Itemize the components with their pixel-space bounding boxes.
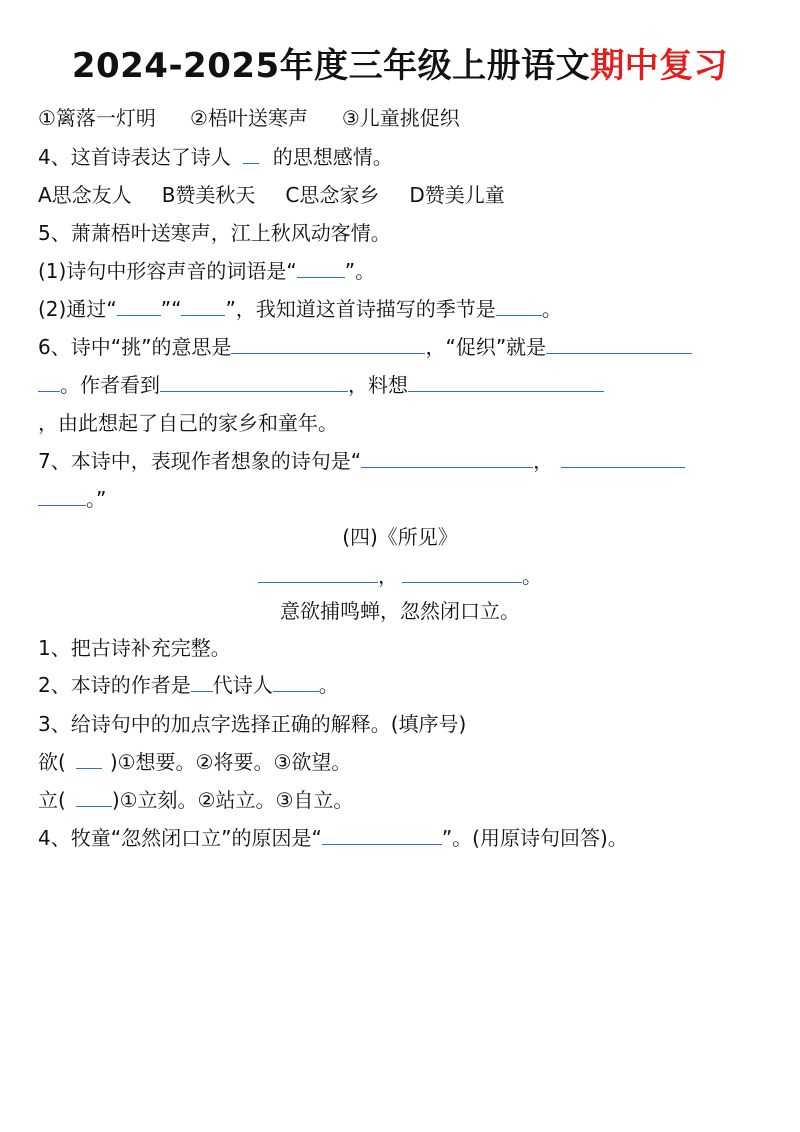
- blank[interactable]: [322, 824, 442, 845]
- blank[interactable]: [38, 485, 86, 506]
- poem-question-1: [38, 634, 231, 662]
- blank[interactable]: [273, 671, 319, 692]
- blank[interactable]: [76, 748, 102, 769]
- blank[interactable]: [258, 562, 378, 583]
- poem-question-2: [38, 671, 339, 699]
- question-4: [38, 143, 393, 171]
- question-6-end: [38, 409, 338, 437]
- title-main: 2024-2025年度三年级上册语文: [71, 46, 591, 86]
- option-2: ②梧叶送寒声: [189, 106, 308, 130]
- q5-1-text-b: ”。: [344, 259, 376, 283]
- poem-question-3b: [38, 786, 353, 814]
- pq2-text-c: 。: [318, 673, 339, 697]
- pq2-text-a: 2、本诗的作者是: [38, 673, 191, 697]
- q5-2-text-c: ”，我知道这首诗描写的季节是: [225, 297, 496, 321]
- title-highlight: 期中复习: [590, 46, 729, 86]
- pq3b-text-b: )①立刻。②站立。③自立。: [111, 788, 354, 812]
- blank[interactable]: [117, 295, 161, 316]
- pq4-text-a: 4、牧童“忽然闭口立”的原因是“: [38, 826, 322, 850]
- choice-c: C思念家乡: [285, 183, 380, 207]
- blank[interactable]: [160, 371, 348, 392]
- poem1-comma: ，: [378, 564, 398, 588]
- page-title: [0, 40, 800, 92]
- q5-1-text-a: (1)诗句中形容声音的词语是“: [38, 259, 297, 283]
- blank[interactable]: [191, 671, 213, 692]
- blank[interactable]: [408, 371, 604, 392]
- q6-text-d: ，料想: [348, 373, 408, 397]
- option-3: ③儿童挑促织: [341, 106, 460, 130]
- pq2-text-b: 代诗人: [212, 673, 273, 697]
- question-5: [38, 219, 391, 247]
- pq3a-text-a: 欲(: [38, 750, 66, 774]
- poem1-period: 。: [522, 564, 542, 588]
- q6-text-b: ，“促织”就是: [425, 335, 547, 359]
- poem-question-3a: [38, 748, 351, 776]
- poem-line-1: [0, 562, 800, 590]
- q7-text-a: 7、本诗中，表现作者想象的诗句是“: [38, 449, 362, 473]
- question-4-choices: [38, 181, 505, 209]
- question-7-cont: [38, 485, 106, 513]
- blank[interactable]: [181, 295, 225, 316]
- section-title: (四)《所见》: [342, 525, 458, 549]
- q7-text-b: ，: [533, 449, 554, 473]
- poem2-text: 意欲捕鸣蝉，忽然闭口立。: [280, 599, 520, 623]
- poem-line-2: [0, 597, 800, 625]
- pq3-text: 3、给诗句中的加点字选择正确的解释。(填序号): [38, 712, 467, 736]
- pq3b-text-a: 立(: [38, 788, 66, 812]
- question-5-1: [38, 257, 375, 285]
- q6-text-e: ，由此想起了自己的家乡和童年。: [38, 411, 338, 435]
- q5-2-text-d: 。: [541, 297, 562, 321]
- blank[interactable]: [38, 371, 60, 392]
- question-5-2: [38, 295, 562, 323]
- pq3a-text-b: )①想要。②将要。③欲望。: [109, 750, 352, 774]
- q5-2-text-b: ”“: [160, 297, 182, 321]
- choice-a: A思念友人: [38, 183, 132, 207]
- section-heading: [0, 523, 800, 551]
- blank[interactable]: [561, 447, 685, 468]
- q5-2-text-a: (2)通过“: [38, 297, 117, 321]
- poem-question-3: [38, 710, 466, 738]
- question-6: [38, 333, 692, 361]
- blank[interactable]: [402, 562, 522, 583]
- choice-d: D赞美儿童: [409, 183, 505, 207]
- q4-text-a: 4、这首诗表达了诗人: [38, 145, 231, 169]
- blank[interactable]: [546, 333, 692, 354]
- blank[interactable]: [297, 257, 345, 278]
- q6-text-a: 6、诗中“挑”的意思是: [38, 335, 232, 359]
- options-line: [38, 104, 460, 132]
- question-6-cont: [38, 371, 604, 399]
- blank[interactable]: [231, 333, 425, 354]
- blank[interactable]: [496, 295, 542, 316]
- q6-text-c: 。作者看到: [60, 373, 160, 397]
- option-1: ①篱落一灯明: [38, 106, 156, 130]
- blank[interactable]: [243, 143, 259, 164]
- choice-b: B赞美秋天: [161, 183, 256, 207]
- blank[interactable]: [361, 447, 533, 468]
- question-7: [38, 447, 685, 475]
- pq1-text: 1、把古诗补充完整。: [38, 636, 231, 660]
- q4-text-b: 的思想感情。: [272, 145, 393, 169]
- poem-question-4: [38, 824, 628, 852]
- q5-text: 5、萧萧梧叶送寒声，江上秋风动客情。: [38, 221, 391, 245]
- blank[interactable]: [76, 786, 112, 807]
- q7-text-c: 。”: [86, 487, 107, 511]
- pq4-text-b: ”。(用原诗句回答)。: [441, 826, 628, 850]
